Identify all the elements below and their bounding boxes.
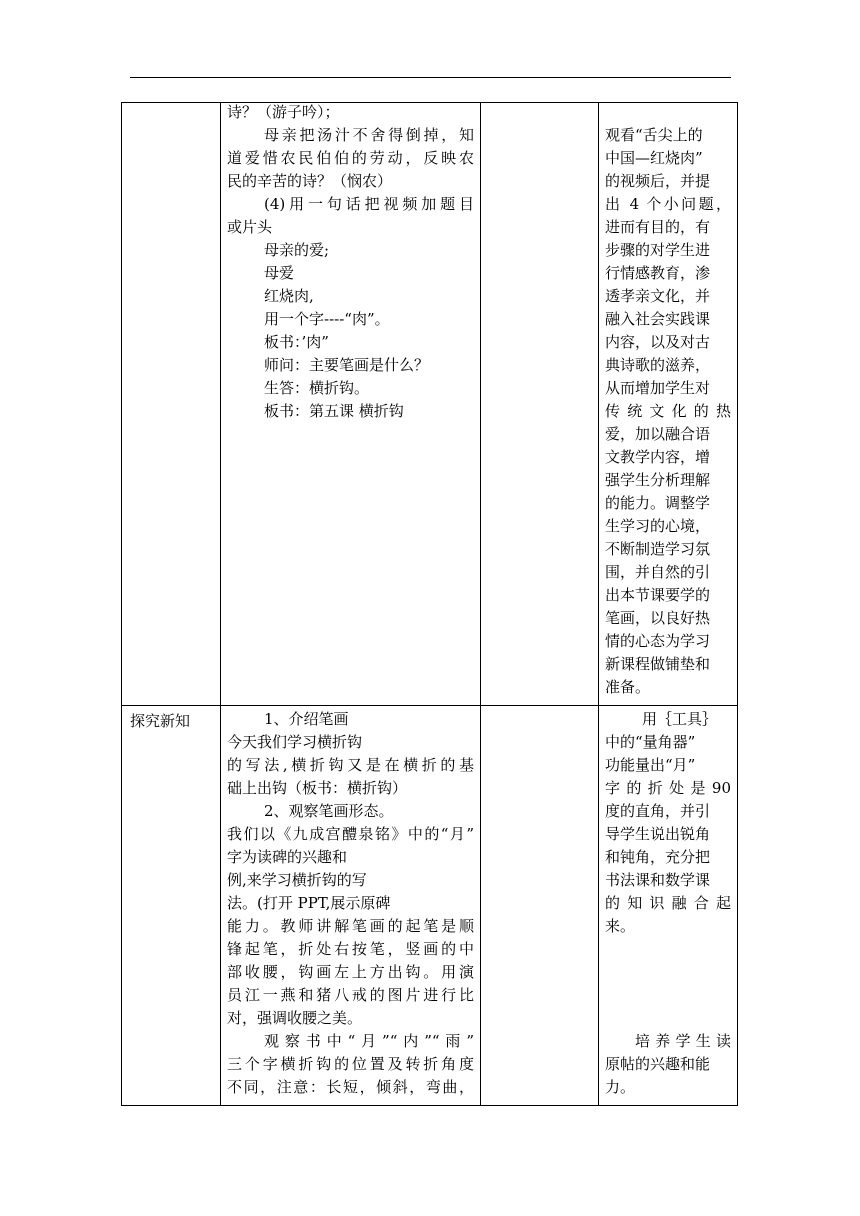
- process-line: 部收腰，钩画左上方出钩。用演: [227, 963, 474, 981]
- stage-label: [122, 103, 220, 107]
- process-line: 例,来学习横折钩的写: [227, 871, 367, 889]
- lesson-plan-table: [121, 102, 738, 1106]
- intent-line: 培 养 学 生 读: [635, 1032, 731, 1050]
- process-line: 的写法,横折钩又是在横折的基: [227, 756, 474, 774]
- intent-line: 来。: [605, 917, 636, 935]
- intent-line: 中的“量角器”: [605, 733, 696, 751]
- intent-line: 内容，以及对古: [605, 333, 711, 351]
- stage-label: 探究新知: [130, 712, 191, 730]
- process-line: (4)用一句话把视频加题目: [264, 195, 474, 213]
- process-line: 2、观察笔画形态。: [264, 802, 394, 820]
- intent-line: 出本节课要学的: [605, 586, 711, 604]
- intent-line: 传 统 文 化 的 热: [605, 402, 731, 420]
- student-activity-text: [481, 103, 598, 111]
- process-line: 能力。教师讲解笔画的起笔是顺: [227, 917, 474, 935]
- intent-line: 强学生分析理解: [605, 471, 711, 489]
- process-line: 员江一燕和猪八戒的图片进行比: [227, 986, 474, 1004]
- design-intent-text: [599, 706, 737, 1105]
- process-line: 今天我们学习横折钩: [227, 733, 363, 751]
- intent-line: 字 的 折 处 是 90: [605, 779, 731, 797]
- intent-line: 和钝角，充分把: [605, 848, 711, 866]
- intent-line: 书法课和数学课: [605, 871, 711, 889]
- design-intent-text: [599, 101, 737, 705]
- student-activity-cell: [481, 103, 599, 706]
- intent-line: 从而增加学生对: [605, 379, 711, 397]
- intent-line: 导学生说出锐角: [605, 825, 711, 843]
- process-line: 母爱: [264, 264, 295, 282]
- process-line: 民的辛苦的诗？（悯农）: [227, 172, 393, 190]
- process-line: 板书：第五课 横折钩: [264, 402, 404, 420]
- intent-line: 情的心态为学习: [605, 632, 711, 650]
- intent-line: 不断制造学习氛: [605, 540, 711, 558]
- process-line: 观察书中“月”“内”“雨”: [264, 1032, 474, 1050]
- intent-line: 步骤的对学生进: [605, 241, 711, 259]
- intent-line: 融入社会实践课: [605, 310, 711, 328]
- intent-line: 观看“舌尖上的: [605, 126, 703, 144]
- design-intent-cell: [599, 706, 738, 1106]
- process-line: 诗？（游子吟）；: [227, 103, 340, 121]
- table-row: [122, 706, 738, 1106]
- process-line: 母亲的爱;: [264, 241, 330, 259]
- intent-line: 的能力。调整学: [605, 494, 711, 512]
- intent-line: 爱，加以融合语: [605, 425, 711, 443]
- process-line: 生答：横折钩。: [264, 379, 370, 397]
- student-activity-text: [481, 706, 598, 714]
- intent-line: 文教学内容，增: [605, 448, 711, 466]
- intent-line: 行情感教育，渗: [605, 264, 711, 282]
- intent-line: 笔画，以良好热: [605, 609, 711, 627]
- process-line: 不同，注意：长短，倾斜，弯曲，: [227, 1078, 474, 1096]
- design-intent-cell: [599, 103, 738, 706]
- intent-line: 功能量出“月”: [605, 756, 696, 774]
- intent-line: 进而有目的，有: [605, 218, 711, 236]
- table-row: [122, 103, 738, 706]
- stage-cell: [122, 706, 221, 1106]
- process-line: 我们以《九成宫醴泉铭》中的“月”: [227, 825, 474, 843]
- teaching-process-cell: [221, 103, 481, 706]
- intent-line: 中国—红烧肉”: [605, 149, 703, 167]
- intent-line: 出 4 个小问题，: [605, 195, 731, 213]
- intent-line: 新课程做铺垫和: [605, 655, 711, 673]
- intent-line: 生学习的心境，: [605, 517, 711, 535]
- intent-line: 透孝亲文化，并: [605, 287, 711, 305]
- student-activity-cell: [481, 706, 599, 1106]
- intent-line: 的视频后，并提: [605, 172, 711, 190]
- process-line: 法。(打开 PPT,展示原碑: [227, 894, 391, 912]
- intent-line: 的 知 识 融 合 起: [605, 894, 731, 912]
- intent-line: 原帖的兴趣和能: [605, 1055, 711, 1073]
- process-line: 字为读碑的兴趣和: [227, 848, 348, 866]
- process-line: 或片头: [227, 218, 273, 236]
- process-line: 三个字横折钩的位置及转折角度: [227, 1055, 474, 1073]
- intent-line: 典诗歌的滋养，: [605, 356, 711, 374]
- intent-line: 力。: [605, 1078, 636, 1096]
- intent-line: 准备。: [605, 678, 651, 696]
- header-rule: [130, 77, 731, 78]
- process-line: 础上出钩（板书：横折钩）: [227, 779, 408, 797]
- process-line: 锋起笔，折处右按笔，竖画的中: [227, 940, 474, 958]
- teaching-process-text: [221, 101, 480, 429]
- process-line: 用一个字----“肉”。: [264, 310, 390, 328]
- teaching-process-cell: [221, 706, 481, 1106]
- process-line: 板书：’肉”: [264, 333, 329, 351]
- process-line: 1、介绍笔画: [264, 710, 349, 728]
- process-line: 母亲把汤汁不舍得倒掉，知: [264, 126, 474, 144]
- intent-line: 用｛工具｝: [642, 710, 718, 728]
- teaching-process-text: [221, 706, 480, 1105]
- intent-line: 围，并自然的引: [605, 563, 711, 581]
- process-line: 师问：主要笔画是什么？: [264, 356, 430, 374]
- intent-line: 度的直角，并引: [605, 802, 711, 820]
- process-line: 道爱惜农民伯伯的劳动，反映农: [227, 149, 474, 167]
- stage-cell: [122, 103, 221, 706]
- process-line: 红烧肉,: [264, 287, 314, 305]
- process-line: 对，强调收腰之美。: [227, 1009, 363, 1027]
